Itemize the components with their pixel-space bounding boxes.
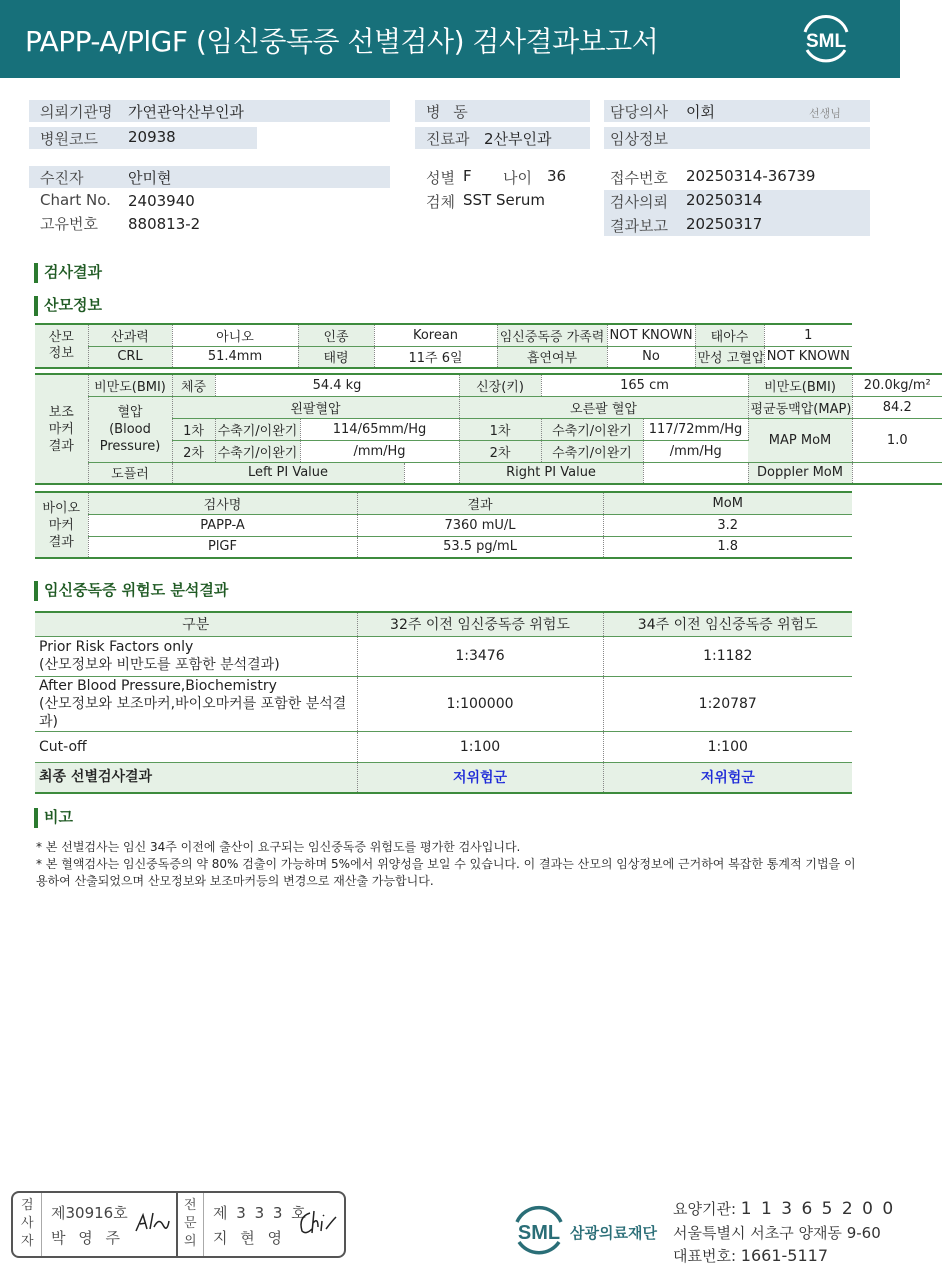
cell: PAPP-A [88, 514, 357, 536]
cell: 117/72mm/Hg [643, 418, 748, 440]
receipt-value: 20250314-36739 [686, 167, 816, 185]
table-row [35, 731, 852, 762]
cell: 신장(키) [459, 374, 541, 396]
final-result-label: 최종 선별검사결과 [35, 762, 357, 793]
report-value: 20250317 [686, 215, 763, 233]
footer-phone [673, 1245, 828, 1266]
cell: 오른팔 혈압 [459, 396, 748, 418]
divider [203, 1193, 204, 1256]
cell: 산과력 [88, 324, 172, 346]
svg-text:SML: SML [517, 1222, 561, 1244]
cell: Right PI Value [459, 462, 643, 484]
page-title: PAPP-A/PlGF (임신중독증 선별검사) 검사결과보고서 [25, 25, 659, 58]
cell [35, 676, 357, 731]
risk-row-label: After Blood Pressure,Biochemistry [39, 677, 277, 694]
cell: MAP MoM [748, 418, 852, 462]
cell: 인종 [298, 324, 374, 346]
cell: 7360 mU/L [357, 514, 603, 536]
cell: 왼팔혈압 [172, 396, 459, 418]
cell: 결과 [357, 492, 603, 514]
footer-phone-value: 1661-5117 [740, 1246, 829, 1265]
age-value: 36 [547, 167, 567, 185]
cell: 1:3476 [357, 636, 603, 676]
receipt-label: 접수번호 [610, 169, 668, 187]
cell: 구분 [35, 612, 357, 636]
doctor-value: 이회 [686, 103, 715, 121]
cell: 흡연여부 [497, 346, 607, 368]
cell: 태령 [298, 346, 374, 368]
footer-phone-label: 대표번호: [673, 1247, 737, 1265]
cell: /mm/Hg [643, 440, 748, 462]
divider [176, 1193, 178, 1256]
cell: 1:20787 [603, 676, 852, 731]
sex-label: 성별 [426, 169, 455, 187]
cell: 검사명 [88, 492, 357, 514]
cell: Korean [374, 324, 497, 346]
maternal-table [35, 323, 852, 369]
table-row [35, 636, 852, 676]
cell [35, 636, 357, 676]
cell: 비만도(BMI) [748, 374, 852, 396]
footer-address: 서울특별시 서초구 양재동 9-60 [673, 1224, 881, 1242]
cell: 1:100 [357, 731, 603, 762]
cell: 1차 [459, 418, 541, 440]
specialist-signature-icon [296, 1207, 340, 1239]
section-title-remarks: 비고 [34, 808, 73, 828]
table-row [35, 536, 852, 558]
institution-label: 의뢰기관명 [40, 103, 113, 121]
section-title-results: 검사결과 [34, 263, 102, 283]
patient-name-value: 안미현 [128, 169, 172, 187]
sml-footer-logo-icon [509, 1200, 569, 1256]
tester-label: 검 사 자 [21, 1198, 34, 1249]
aux-side-label: 보조 마커 결과 [35, 374, 88, 484]
cell: 수축기/이완기 [215, 418, 300, 440]
footer-code-label: 요양기관: [673, 1200, 737, 1218]
report-label: 결과보고 [610, 217, 668, 235]
risk-row-sublabel: (산모정보와 보조마커,바이오마커를 포함한 분석결과) [39, 695, 347, 730]
cell: 1.8 [603, 536, 852, 558]
cell: MoM [603, 492, 852, 514]
clinical-label: 임상정보 [610, 130, 668, 148]
specialist-label: 전 문 의 [184, 1198, 197, 1249]
institution-value: 가연관악산부인과 [128, 103, 244, 121]
hospital-code-label: 병원코드 [40, 130, 98, 148]
id-value: 880813-2 [128, 215, 201, 233]
aux-marker-table [35, 373, 942, 485]
cell: 비만도(BMI) [88, 374, 172, 396]
maternal-side-label: 산모 정보 [35, 324, 88, 368]
cell: 태아수 [695, 324, 764, 346]
cell [35, 731, 357, 762]
tester-signature-icon [133, 1209, 171, 1237]
request-value: 20250314 [686, 191, 763, 209]
doctor-suffix: 선생님 [809, 107, 841, 120]
remark-line: 용하여 산출되었으며 산모정보와 보조마커등의 변경으로 재산출 가능합니다. [36, 874, 434, 888]
specialist-license: 제 3 3 3 호 [213, 1204, 308, 1222]
cell: 165 cm [541, 374, 748, 396]
cell: NOT KNOWN [764, 346, 852, 368]
cell: /mm/Hg [300, 440, 459, 462]
cell: 아니오 [172, 324, 298, 346]
bio-side-label: 바이오 마커 결과 [35, 492, 88, 558]
cell: 평균동맥압(MAP) [748, 396, 852, 418]
risk-row-label: Prior Risk Factors only [39, 639, 194, 655]
cell: 20.0kg/m² [852, 374, 942, 396]
cell [404, 462, 459, 484]
specialist-name: 지 현 영 [213, 1229, 287, 1247]
cell: 1:100000 [357, 676, 603, 731]
doctor-label: 담당의사 [610, 103, 668, 121]
cell: 1:100 [603, 731, 852, 762]
chart-no-label: Chart No. [40, 191, 111, 209]
cell: 114/65mm/Hg [300, 418, 459, 440]
age-label: 나이 [503, 169, 532, 187]
chart-no-value: 2403940 [128, 192, 195, 210]
cell: 2차 [172, 440, 215, 462]
svg-text:SML: SML [805, 31, 847, 52]
cell: No [607, 346, 695, 368]
specimen-label: 검체 [426, 193, 455, 211]
cell [852, 462, 942, 484]
report-header [0, 0, 900, 78]
cell: CRL [88, 346, 172, 368]
request-label: 검사의뢰 [610, 193, 668, 211]
table-row [35, 676, 852, 731]
cell: 11주 6일 [374, 346, 497, 368]
sml-logo-icon [797, 12, 855, 64]
cell: 도플러 [88, 462, 172, 484]
tester-license: 제30916호 [51, 1204, 128, 1222]
dept-value: 2산부인과 [484, 130, 552, 148]
cell: 54.4 kg [215, 374, 459, 396]
cell: NOT KNOWN [607, 324, 695, 346]
sex-value: F [463, 167, 472, 185]
cell [643, 462, 748, 484]
cell: 1 [764, 324, 852, 346]
footer-code [673, 1198, 895, 1219]
cell: 체중 [172, 374, 215, 396]
cell: Doppler MoM [748, 462, 852, 484]
cell: 만성 고혈압 [695, 346, 764, 368]
specimen-value: SST Serum [463, 191, 546, 209]
risk-table [35, 611, 852, 794]
footer-org-name: 삼광의료재단 [570, 1224, 657, 1242]
cell: 1.0 [852, 418, 942, 462]
patient-name-label: 수진자 [40, 169, 84, 187]
risk-row-label: Cut-off [39, 738, 87, 755]
id-label: 고유번호 [40, 215, 98, 233]
cell: 1차 [172, 418, 215, 440]
cell: 3.2 [603, 514, 852, 536]
tester-name: 박 영 주 [51, 1229, 125, 1247]
divider [41, 1193, 42, 1256]
cell: PlGF [88, 536, 357, 558]
ward-label: 병 동 [426, 103, 472, 121]
section-title-risk: 임신중독증 위험도 분석결과 [34, 581, 228, 601]
cell: 임신중독증 가족력 [497, 324, 607, 346]
risk-row-sublabel: (산모정보와 비만도를 포함한 분석결과) [39, 657, 280, 673]
table-row [35, 762, 852, 793]
table-row [35, 514, 852, 536]
section-title-maternal: 산모정보 [34, 296, 102, 316]
cell: 수축기/이완기 [541, 440, 643, 462]
cell: 수축기/이완기 [541, 418, 643, 440]
cell: 34주 이전 임신중독증 위험도 [603, 612, 852, 636]
remark-line: * 본 혈액검사는 임신중독증의 약 80% 검출이 가능하며 5%에서 위양성을 보일 수 있습니다. 이 결과는 산모의 임상정보에 근거하여 복잡한 통계적 기법을 이 [36, 857, 856, 871]
final-result-32: 저위험군 [357, 762, 603, 793]
cell: 1:1182 [603, 636, 852, 676]
signature-box [11, 1191, 346, 1258]
cell: 수축기/이완기 [215, 440, 300, 462]
footer-code-value: 1 1 3 6 5 2 0 0 [740, 1199, 896, 1219]
biomarker-table [35, 491, 852, 559]
cell: 53.5 pg/mL [357, 536, 603, 558]
dept-label: 진료과 [426, 130, 470, 148]
hospital-code-value: 20938 [128, 128, 176, 146]
final-result-34: 저위험군 [603, 762, 852, 793]
cell: 혈압 (Blood Pressure) [88, 396, 172, 462]
cell: 32주 이전 임신중독증 위험도 [357, 612, 603, 636]
cell: 84.2 [852, 396, 942, 418]
cell: 51.4mm [172, 346, 298, 368]
cell: 2차 [459, 440, 541, 462]
cell: Left PI Value [172, 462, 404, 484]
remark-line: * 본 선별검사는 임신 34주 이전에 출산이 요구되는 임신중독증 위험도를 평가한 검사입니다. [36, 840, 521, 854]
